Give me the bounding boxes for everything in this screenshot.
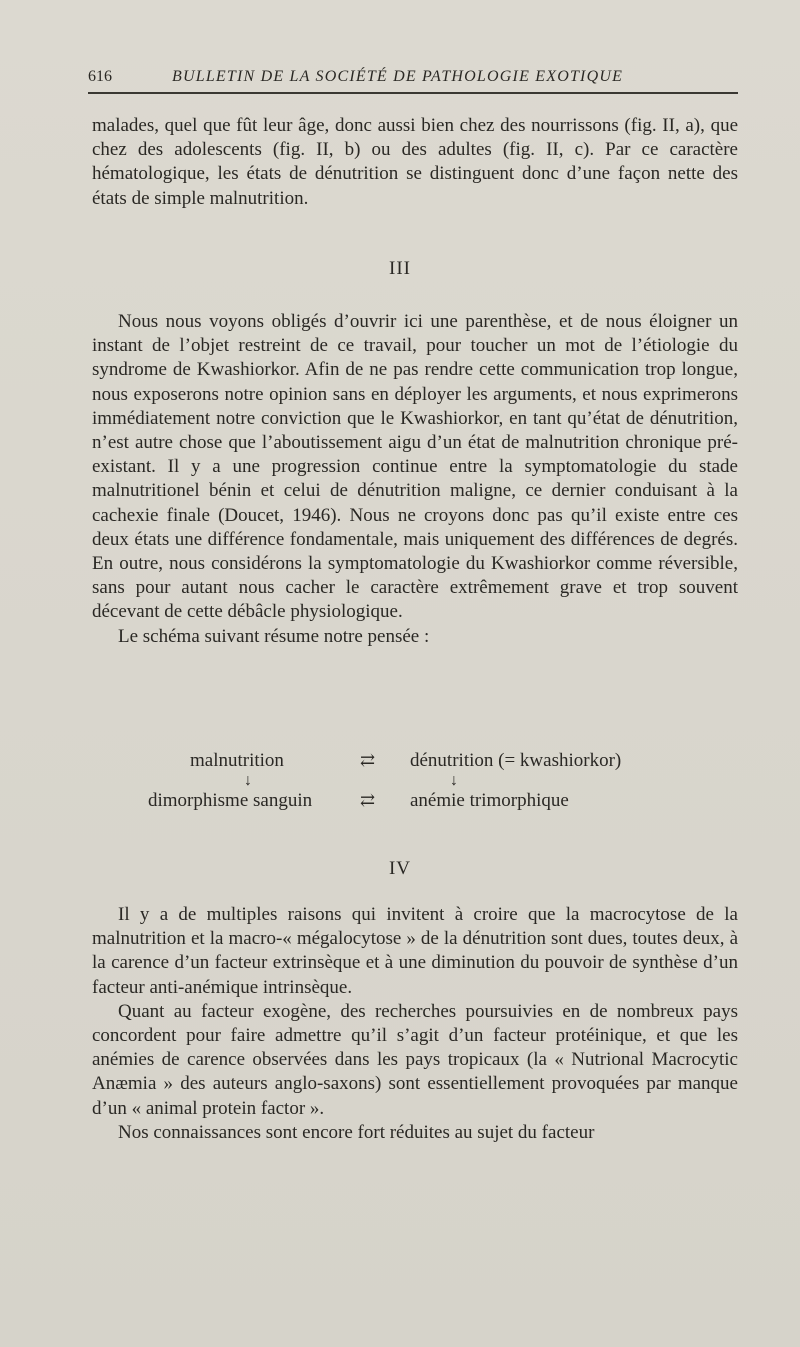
- section-heading-iv: IV: [388, 858, 412, 879]
- intro-paragraph: malades, quel que fût leur âge, donc aussi bien chez des nourrissons (fig. II, a), que chez des adolescents (fig. II, b) ou des adultes (fig. II, c). Par ce caractère hématologique, les états de dénutrition se distinguent donc d’une façon nette des états de simple malnutrition.: [92, 115, 738, 209]
- section-heading-iii: III: [389, 258, 411, 279]
- schema-malnutrition: malnutrition: [190, 750, 284, 771]
- schema-anemie: anémie trimorphique: [410, 790, 569, 811]
- section-iii-paragraph-2: Le schéma suivant résume notre pensée :: [118, 625, 430, 647]
- schema-double-arrow-bottom: ⇄: [360, 790, 374, 810]
- section-iii-text: [92, 310, 738, 649]
- section-iv-paragraph-2: Quant au facteur exogène, des recherches poursuivies en de nombreux pays concordent pour faire admettre qu’il s’agit d’un facteur protéinique, et que les anémies de carence observées dans les pays tropicaux (la « Nutrional Macrocytic Anæmia » des auteurs anglo-saxons) sont essentiellement provoquées par manque d’un « animal protein factor ».: [92, 1000, 738, 1119]
- schema-down-arrow-left: ↓: [244, 772, 252, 789]
- schema-down-arrow-right: ↓: [450, 772, 458, 789]
- schema-denutrition: dénutrition (= kwashiorkor): [410, 750, 622, 771]
- section-iii-paragraph-1: Nous nous voyons obligés d’ouvrir ici une parenthèse, et de nous éloigner un instant de l’objet restreint de ce travail, pour toucher un mot de l’étiologie du syndrome de Kwashiorkor. Afin de ne pas rendre cette communication trop longue, nous exposerons notre opinion sans en déployer les arguments, et nous exprimerons immédiatement notre conviction que le Kwashiorkor, en tant qu’état de dénutrition, n’est autre chose que l’aboutissement aigu d’un état de malnutrition chronique pré-existant. Il y a une progression continue entre la symptomatologie du stade malnutritionel bénin et celui de dénutrition maligne, ce dernier conduisant à la cachexie finale (Doucet, 1946). Nous ne croyons donc pas qu’il existe entre ces deux états une différence fondamentale, mais uniquement des différences de degrés. En outre, nous considérons la symptomatologie du Kwashiorkor comme réversible, sans pour autant nous cacher le caractère extrêmement grave et trop souvent décevant de cette débâcle physiologique.: [92, 311, 738, 623]
- section-iv-paragraph-3: Nos connaissances sont encore fort réduites au sujet du facteur: [118, 1121, 595, 1143]
- running-title: BULLETIN DE LA SOCIÉTÉ DE PATHOLOGIE EXOTIQUE: [172, 68, 624, 85]
- page-number: 616: [88, 68, 112, 85]
- page-header: [88, 64, 738, 94]
- schema-double-arrow-top: ⇄: [360, 750, 374, 770]
- section-iv-paragraph-1: Il y a de multiples raisons qui invitent à croire que la macrocytose de la malnutrition et la macro-« mégalocytose » de la dénutrition sont dues, toutes deux, à la carence d’un facteur extrinsèque et à une diminution du pouvoir de synthèse d’un facteur anti-anémique intrinsèque.: [92, 904, 738, 998]
- section-iv-text: [92, 903, 738, 1145]
- intro-paragraph-block: [92, 114, 738, 211]
- schema-dimorphisme: dimorphisme sanguin: [148, 790, 313, 811]
